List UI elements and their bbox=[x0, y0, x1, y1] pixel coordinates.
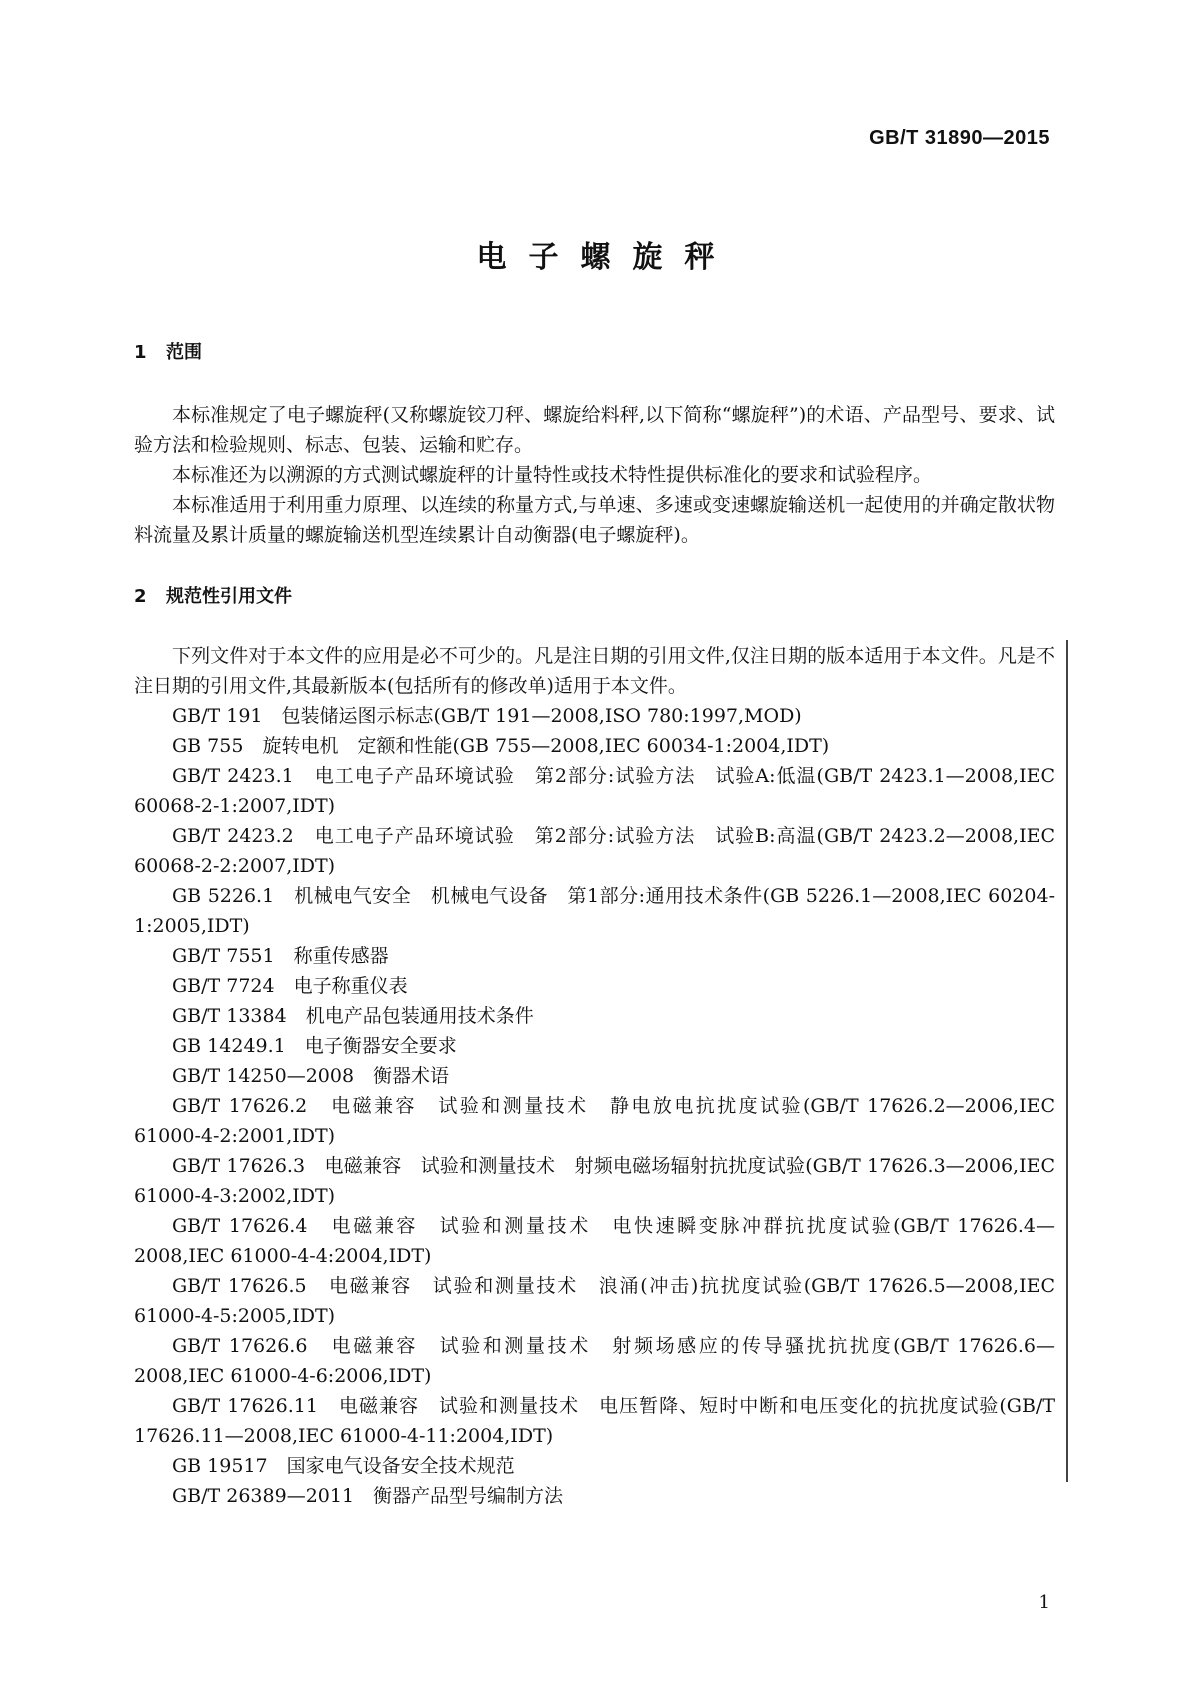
reference-item: GB/T 17626.2 电磁兼容 试验和测量技术 静电放电抗扰度试验(GB/T 17626.2—2006,IEC 61000-4-2:2001,IDT) bbox=[134, 1095, 1055, 1147]
reference-item: GB/T 17626.4 电磁兼容 试验和测量技术 电快速瞬变脉冲群抗扰度试验(GB/T 17626.4—2008,IEC 61000-4-4:2004,IDT) bbox=[134, 1215, 1055, 1267]
revision-bar bbox=[1066, 640, 1068, 1482]
reference-item: GB 14249.1 电子衡器安全要求 bbox=[172, 1035, 457, 1057]
section-1-paragraph: 本标准还为以溯源的方式测试螺旋秤的计量特性或技术特性提供标准化的要求和试验程序。 bbox=[172, 464, 933, 486]
reference-item: GB/T 14250—2008 衡器术语 bbox=[172, 1065, 450, 1087]
section-1-title: 范围 bbox=[166, 342, 202, 363]
standard-number: GB/T 31890—2015 bbox=[869, 127, 1050, 149]
reference-item: GB/T 17626.6 电磁兼容 试验和测量技术 射频场感应的传导骚扰抗扰度(GB/T 17626.6—2008,IEC 61000-4-6:2006,IDT) bbox=[134, 1335, 1055, 1387]
section-1-paragraph: 本标准适用于利用重力原理、以连续的称量方式,与单速、多速或变速螺旋输送机一起使用的并确定散状物料流量及累计质量的螺旋输送机型连续累计自动衡器(电子螺旋秤)。 bbox=[134, 494, 1055, 546]
reference-item: GB 5226.1 机械电气安全 机械电气设备 第1部分:通用技术条件(GB 5226.1—2008,IEC 60204-1:2005,IDT) bbox=[134, 885, 1055, 937]
reference-item: GB 19517 国家电气设备安全技术规范 bbox=[172, 1455, 515, 1477]
reference-item: GB/T 7551 称重传感器 bbox=[172, 945, 389, 967]
reference-item: GB/T 26389—2011 衡器产品型号编制方法 bbox=[172, 1485, 564, 1507]
reference-item: GB/T 17626.5 电磁兼容 试验和测量技术 浪涌(冲击)抗扰度试验(GB/T 17626.5—2008,IEC 61000-4-5:2005,IDT) bbox=[134, 1275, 1055, 1327]
reference-item: GB 755 旋转电机 定额和性能(GB 755—2008,IEC 60034-1:2004,IDT) bbox=[172, 735, 830, 757]
section-1-paragraph: 本标准规定了电子螺旋秤(又称螺旋铰刀秤、螺旋给料秤,以下简称“螺旋秤”)的术语、产品型号、要求、试验方法和检验规则、标志、包装、运输和贮存。 bbox=[134, 404, 1055, 456]
reference-item: GB/T 13384 机电产品包装通用技术条件 bbox=[172, 1005, 534, 1027]
section-2-heading bbox=[134, 582, 292, 608]
reference-item: GB/T 191 包装储运图示标志(GB/T 191—2008,ISO 780:1997,MOD) bbox=[172, 705, 802, 727]
page-number: 1 bbox=[1038, 1592, 1050, 1613]
section-2-title: 规范性引用文件 bbox=[166, 586, 292, 607]
section-2-number: 2 bbox=[134, 586, 147, 607]
document-title: 电子螺旋秤 bbox=[476, 240, 737, 275]
reference-item: GB/T 2423.2 电工电子产品环境试验 第2部分:试验方法 试验B:高温(GB/T 2423.2—2008,IEC 60068-2-2:2007,IDT) bbox=[134, 825, 1055, 877]
reference-item: GB/T 17626.3 电磁兼容 试验和测量技术 射频电磁场辐射抗扰度试验(GB/T 17626.3—2006,IEC 61000-4-3:2002,IDT) bbox=[134, 1155, 1055, 1207]
section-1-heading bbox=[134, 338, 202, 364]
section-1-body bbox=[134, 400, 1055, 550]
section-2-body bbox=[134, 641, 1055, 1511]
section-1-number: 1 bbox=[134, 342, 147, 363]
reference-item: GB/T 2423.1 电工电子产品环境试验 第2部分:试验方法 试验A:低温(GB/T 2423.1—2008,IEC 60068-2-1:2007,IDT) bbox=[134, 765, 1055, 817]
reference-item: GB/T 7724 电子称重仪表 bbox=[172, 975, 408, 997]
section-2-intro: 下列文件对于本文件的应用是必不可少的。凡是注日期的引用文件,仅注日期的版本适用于本文件。凡是不注日期的引用文件,其最新版本(包括所有的修改单)适用于本文件。 bbox=[134, 645, 1055, 697]
reference-item: GB/T 17626.11 电磁兼容 试验和测量技术 电压暂降、短时中断和电压变化的抗扰度试验(GB/T 17626.11—2008,IEC 61000-4-11:2004,IDT) bbox=[134, 1395, 1055, 1447]
